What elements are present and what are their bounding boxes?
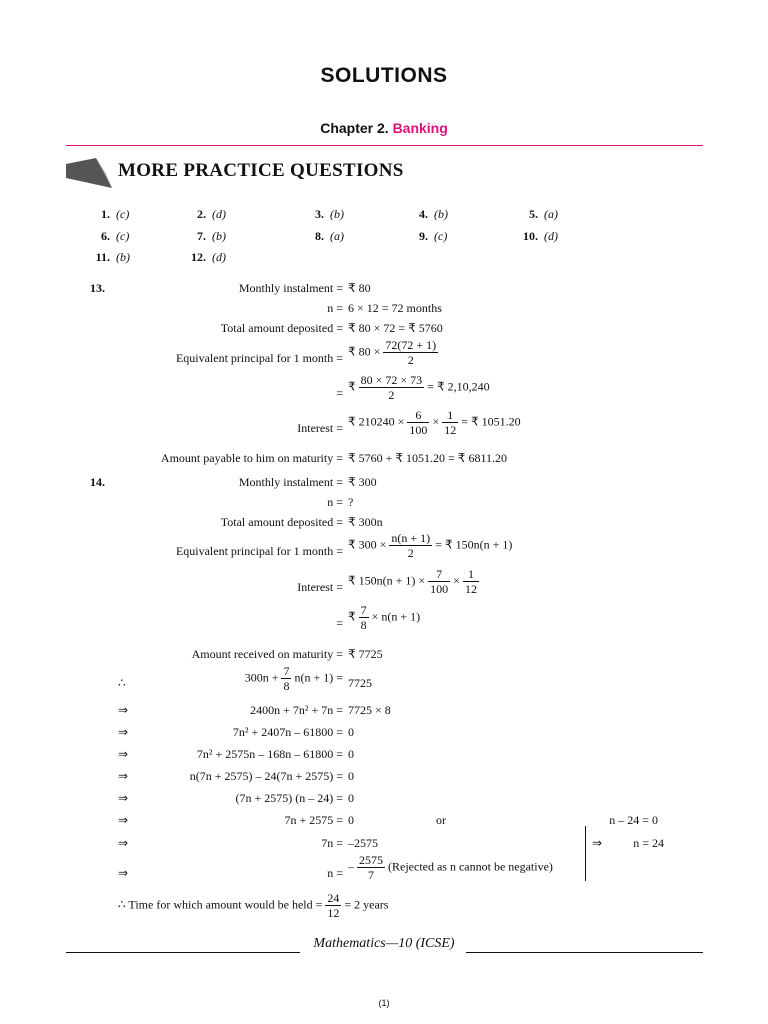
- step-symbol: ⇒: [118, 791, 129, 805]
- chapter-prefix: Chapter 2.: [320, 120, 389, 136]
- fraction: $\frac{n(n + 1)}{2}$: [391, 531, 431, 561]
- eq-value: ₹ 80 × $\frac{72(72 + 1)}{2}$: [348, 338, 437, 368]
- alt-divider: [585, 826, 586, 881]
- eq-label: Monthly instalment =: [238, 475, 343, 489]
- step-symbol: ⇒: [118, 703, 129, 717]
- fraction: $\frac{80 \times 72 \times 73}{2}$: [360, 373, 423, 403]
- answer-item: 12. (d): [191, 250, 226, 264]
- step-symbol: ⇒: [118, 836, 129, 850]
- eq-value: ?: [348, 495, 354, 509]
- fraction: $\frac{1}{12}$: [464, 567, 477, 597]
- eq-label: Monthly instalment =: [238, 281, 343, 295]
- answer-item: 8. (a): [315, 229, 344, 243]
- question-number: 14.: [90, 475, 105, 489]
- page-number: (1): [378, 998, 390, 1008]
- step-symbol: ⇒: [118, 866, 129, 880]
- fraction: $\frac{2575}{7}$: [359, 853, 383, 883]
- eq-label: Interest =: [297, 580, 343, 594]
- step-lhs: (7n + 2575) (n – 24) =: [235, 791, 343, 805]
- step-symbol: ∴: [118, 676, 126, 690]
- eq-label: Amount payable to him on maturity =: [160, 451, 343, 465]
- step-lhs: 7n =: [321, 836, 343, 850]
- answer-item: 9. (c): [419, 229, 448, 243]
- answer-item: 10. (d): [523, 229, 558, 243]
- eq-label: Interest =: [297, 421, 343, 435]
- fraction: $\frac{7}{8}$: [360, 603, 367, 633]
- eq-value: ₹ 5760 + ₹ 1051.20 = ₹ 6811.20: [348, 451, 507, 465]
- eq-value: ₹ 7725: [348, 647, 383, 661]
- step-symbol: ⇒: [118, 725, 129, 739]
- step-lhs: 300n + $\frac{7}{8}$ n(n + 1) =: [244, 664, 343, 694]
- answer-item: 7. (b): [197, 229, 226, 243]
- step-lhs: 7n + 2575 =: [284, 813, 343, 827]
- eq-label: Equivalent principal for 1 month =: [175, 544, 343, 558]
- fraction: $\frac{7}{100}$: [430, 567, 449, 597]
- step-rhs: 0: [348, 813, 354, 827]
- step-rhs: 0: [348, 769, 354, 783]
- answer-item: 3. (b): [315, 207, 344, 221]
- conclusion: ∴ Time for which amount would be held = $\frac{24}{12}$ = 2 years: [118, 891, 389, 921]
- eq-value: ₹ 150n(n + 1) × $\frac{7}{100}$ × $\frac{1}{12}$: [348, 567, 477, 597]
- eq-value: ₹ 210240 × $\frac{6}{100}$ × $\frac{1}{12}$ = ₹ 1051.20: [348, 408, 521, 438]
- step-rhs: 0: [348, 791, 354, 805]
- section-arrow-icon: [66, 156, 114, 190]
- step-lhs: n =: [327, 866, 343, 880]
- eq-value: ₹ 80 × 72 = ₹ 5760: [348, 321, 443, 335]
- eq-label: Total amount deposited =: [220, 515, 343, 529]
- answer-item: 4. (b): [419, 207, 448, 221]
- footer-title: Mathematics—10 (ICSE): [313, 936, 455, 951]
- fraction: $\frac{6}{100}$: [409, 408, 428, 438]
- step-symbol: ⇒: [118, 813, 129, 827]
- chapter-heading: [0, 120, 768, 136]
- eq-label: n =: [327, 495, 343, 509]
- eq-value: ₹ $\frac{7}{8}$ × n(n + 1): [348, 603, 421, 633]
- step-rhs: – $\frac{2575}{7}$ (Rejected as n cannot be negative): [348, 853, 553, 883]
- eq-label: =: [336, 616, 343, 630]
- eq-value: ₹ 300n: [348, 515, 383, 529]
- step-symbol: ⇒: [118, 747, 129, 761]
- footer-rule-left: [66, 952, 300, 953]
- answer-item: 5. (a): [529, 207, 558, 221]
- eq-value: ₹ 80: [348, 281, 371, 295]
- answer-item: 11. (b): [95, 250, 130, 264]
- eq-label: Equivalent principal for 1 month =: [175, 351, 343, 365]
- step-lhs: n(7n + 2575) – 24(7n + 2575) =: [189, 769, 343, 783]
- step-rhs: 0: [348, 725, 354, 739]
- alt-symbol: ⇒: [592, 836, 603, 850]
- step-lhs: 2400n + 7n² + 7n =: [250, 703, 343, 717]
- eq-label: n =: [327, 301, 343, 315]
- alt-equation: n – 24 = 0: [609, 813, 658, 827]
- eq-value: ₹ 300 × $\frac{n(n + 1)}{2}$ = ₹ 150n(n + 1): [348, 531, 513, 561]
- eq-value: ₹ $\frac{80 \times 72 \times 73}{2}$ = ₹ 2,10,240: [348, 373, 490, 403]
- step-lhs: 7n² + 2407n – 61800 =: [232, 725, 343, 739]
- answer-item: 1. (c): [101, 207, 130, 221]
- alt-result: n = 24: [633, 836, 664, 850]
- fraction: $\frac{7}{8}$: [283, 664, 290, 694]
- step-rhs: 7725: [348, 676, 372, 690]
- fraction: $\frac{72(72 + 1)}{2}$: [385, 338, 437, 368]
- step-lhs: 7n² + 2575n – 168n – 61800 =: [196, 747, 343, 761]
- step-rhs: 7725 × 8: [348, 703, 391, 717]
- section-heading: MORE PRACTICE QUESTIONS: [118, 160, 404, 181]
- step-rhs: 0: [348, 747, 354, 761]
- page-title: SOLUTIONS: [320, 64, 448, 87]
- answer-item: 2. (d): [197, 207, 226, 221]
- step-rhs: –2575: [348, 836, 378, 850]
- eq-label: =: [336, 386, 343, 400]
- or-text: or: [436, 813, 446, 827]
- fraction: $\frac{24}{12}$: [327, 891, 340, 921]
- fraction: $\frac{1}{12}$: [444, 408, 457, 438]
- answer-item: 6. (c): [101, 229, 130, 243]
- question-number: 13.: [90, 281, 105, 295]
- chapter-divider: [66, 145, 703, 146]
- eq-label: Amount received on maturity =: [191, 647, 343, 661]
- eq-value: ₹ 300: [348, 475, 377, 489]
- chapter-name: Banking: [392, 120, 448, 136]
- footer-rule-right: [466, 952, 703, 953]
- step-symbol: ⇒: [118, 769, 129, 783]
- eq-label: Total amount deposited =: [220, 321, 343, 335]
- eq-value: 6 × 12 = 72 months: [348, 301, 442, 315]
